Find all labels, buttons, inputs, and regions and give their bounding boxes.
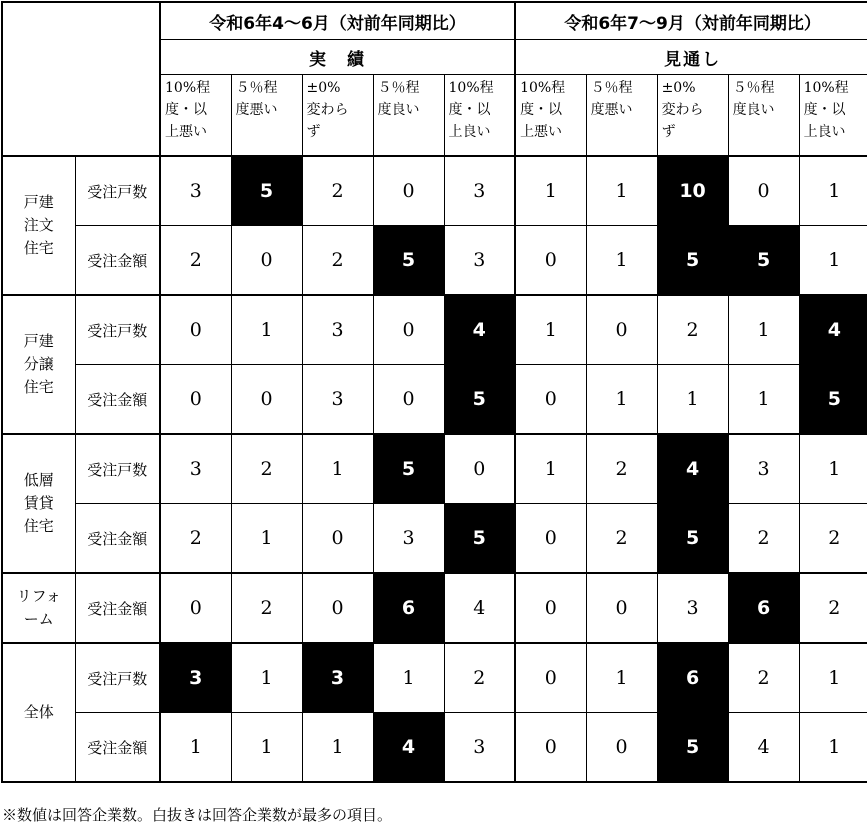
value-cell: 5	[657, 504, 728, 574]
value-cell: 2	[160, 504, 231, 574]
value-cell: 0	[444, 434, 515, 504]
value-cell: 3	[657, 573, 728, 643]
value-cell: 1	[160, 713, 231, 783]
value-cell: 1	[302, 434, 373, 504]
group-label-line: 全体	[23, 703, 54, 721]
value-cell: 3	[444, 713, 515, 783]
value-cell: 0	[515, 226, 586, 296]
table-row	[2, 365, 867, 435]
group-label-line: ーム	[23, 610, 54, 628]
group-label-line: 住宅	[23, 517, 54, 535]
category-header-line: 度・以	[165, 102, 207, 118]
category-header-line: 10%程	[520, 80, 566, 96]
value-cell: 10	[657, 156, 728, 226]
metric-label: 受注戸数	[75, 156, 160, 226]
category-header-line: 度良い	[377, 102, 420, 118]
value-cell: 2	[728, 504, 799, 574]
value-cell: 1	[657, 365, 728, 435]
value-cell: 5	[373, 226, 444, 296]
table-row	[2, 156, 867, 226]
metric-label: 受注金額	[75, 365, 160, 435]
group-label-line: 住宅	[23, 239, 54, 257]
category-header	[728, 75, 799, 157]
group-label	[2, 434, 75, 573]
value-cell: 3	[373, 504, 444, 574]
value-cell: 1	[799, 434, 867, 504]
category-header-line: 度・以	[520, 102, 563, 118]
value-cell: 1	[586, 226, 657, 296]
label-actual: 実 績	[160, 40, 515, 75]
value-cell: 4	[444, 573, 515, 643]
value-cell: 4	[657, 434, 728, 504]
survey-table	[1, 1, 867, 783]
value-cell: 1	[302, 713, 373, 783]
value-cell: 1	[586, 643, 657, 713]
value-cell: 4	[799, 295, 867, 365]
value-cell: 2	[657, 295, 728, 365]
category-header	[444, 75, 515, 157]
value-cell: 0	[373, 365, 444, 435]
category-header-line: ±0%	[661, 80, 696, 96]
category-header-line: ず	[306, 124, 321, 140]
value-cell: 5	[231, 156, 302, 226]
value-cell: 6	[657, 643, 728, 713]
value-cell: 2	[160, 226, 231, 296]
value-cell: 2	[302, 226, 373, 296]
group-label	[2, 156, 75, 295]
category-header-line: 度・以	[448, 102, 491, 118]
value-cell: 5	[799, 365, 867, 435]
value-cell: 1	[728, 295, 799, 365]
category-header-line: 上悪い	[165, 124, 207, 140]
category-header	[657, 75, 728, 157]
value-cell: 1	[231, 504, 302, 574]
value-cell: 0	[231, 226, 302, 296]
value-cell: 0	[586, 713, 657, 783]
category-header-line: 10%程	[803, 80, 849, 96]
group-label-line: 戸建	[23, 193, 54, 211]
value-cell: 0	[515, 713, 586, 783]
value-cell: 1	[231, 295, 302, 365]
group-label-line: 戸建	[23, 332, 54, 350]
category-header-line: 10%程	[165, 80, 211, 96]
value-cell: 1	[799, 156, 867, 226]
value-cell: 1	[799, 643, 867, 713]
value-cell: 2	[728, 643, 799, 713]
metric-label: 受注戸数	[75, 295, 160, 365]
group-label-line: 分譲	[23, 355, 54, 373]
value-cell: 2	[799, 573, 867, 643]
value-cell: 2	[231, 573, 302, 643]
value-cell: 0	[373, 156, 444, 226]
category-header-line: 度悪い	[590, 102, 633, 118]
value-cell: 0	[515, 643, 586, 713]
category-header-line: 上良い	[803, 124, 846, 140]
value-cell: 1	[515, 295, 586, 365]
value-cell: 0	[302, 573, 373, 643]
category-header-line: 上良い	[448, 124, 491, 140]
group-label	[2, 643, 75, 782]
table-row	[2, 573, 867, 643]
value-cell: 0	[586, 573, 657, 643]
value-cell: 3	[160, 434, 231, 504]
group-label	[2, 573, 75, 643]
metric-label: 受注戸数	[75, 434, 160, 504]
value-cell: 5	[444, 504, 515, 574]
table-row	[2, 643, 867, 713]
value-cell: 2	[586, 504, 657, 574]
category-header-line: 変わら	[661, 102, 704, 118]
value-cell: 1	[373, 643, 444, 713]
value-cell: 3	[302, 643, 373, 713]
value-cell: 3	[160, 156, 231, 226]
value-cell: 1	[586, 156, 657, 226]
value-cell: 2	[586, 434, 657, 504]
value-cell: 6	[373, 573, 444, 643]
category-header-line: ±0%	[306, 80, 341, 96]
value-cell: 3	[160, 643, 231, 713]
metric-label: 受注金額	[75, 226, 160, 296]
category-header-line: 度悪い	[235, 102, 278, 118]
metric-label: 受注金額	[75, 713, 160, 783]
category-header-line: 10%程	[448, 80, 494, 96]
value-cell: 0	[302, 504, 373, 574]
value-cell: 0	[373, 295, 444, 365]
value-cell: 2	[231, 434, 302, 504]
value-cell: 0	[231, 365, 302, 435]
metric-label: 受注金額	[75, 504, 160, 574]
value-cell: 3	[444, 156, 515, 226]
category-header	[799, 75, 867, 157]
category-header-line: 度良い	[732, 102, 775, 118]
value-cell: 6	[728, 573, 799, 643]
group-label-line: 注文	[23, 216, 54, 234]
category-header	[586, 75, 657, 157]
value-cell: 3	[444, 226, 515, 296]
value-cell: 4	[728, 713, 799, 783]
category-header-line: ５％程	[235, 80, 278, 96]
category-header-line: 上悪い	[520, 124, 563, 140]
value-cell: 0	[586, 295, 657, 365]
value-cell: 4	[444, 295, 515, 365]
group-label-line: リフォ	[16, 587, 61, 605]
value-cell: 5	[373, 434, 444, 504]
corner-cell	[2, 2, 160, 156]
value-cell: 1	[231, 713, 302, 783]
value-cell: 5	[444, 365, 515, 435]
category-header-line: 度・以	[803, 102, 846, 118]
value-cell: 5	[657, 713, 728, 783]
group-label-line: 住宅	[23, 378, 54, 396]
value-cell: 1	[728, 365, 799, 435]
table-row	[2, 226, 867, 296]
group-label-line: 低層	[23, 471, 54, 489]
metric-label: 受注戸数	[75, 643, 160, 713]
period-forecast: 令和6年7～9月（対前年同期比）	[515, 2, 867, 40]
category-header	[231, 75, 302, 157]
value-cell: 1	[231, 643, 302, 713]
category-header-line: ５％程	[732, 80, 775, 96]
value-cell: 3	[302, 295, 373, 365]
value-cell: 2	[302, 156, 373, 226]
value-cell: 0	[515, 504, 586, 574]
group-label-line: 賃貸	[23, 494, 54, 512]
value-cell: 0	[728, 156, 799, 226]
value-cell: 0	[160, 573, 231, 643]
value-cell: 3	[728, 434, 799, 504]
category-header	[302, 75, 373, 157]
value-cell: 0	[160, 365, 231, 435]
value-cell: 1	[515, 156, 586, 226]
footnote: ※数値は回答企業数。白抜きは回答企業数が最多の項目。	[2, 806, 393, 824]
metric-label: 受注金額	[75, 573, 160, 643]
value-cell: 3	[302, 365, 373, 435]
table-row	[2, 295, 867, 365]
category-header-line: 変わら	[306, 102, 349, 118]
value-cell: 2	[799, 504, 867, 574]
category-header	[160, 75, 231, 157]
value-cell: 5	[657, 226, 728, 296]
table-row	[2, 434, 867, 504]
value-cell: 0	[515, 573, 586, 643]
value-cell: 1	[515, 434, 586, 504]
value-cell: 1	[799, 226, 867, 296]
category-header	[373, 75, 444, 157]
label-forecast: 見通し	[515, 40, 867, 75]
value-cell: 1	[799, 713, 867, 783]
value-cell: 0	[515, 365, 586, 435]
category-header	[515, 75, 586, 157]
category-header-line: ず	[661, 124, 676, 140]
category-header-line: ５％程	[377, 80, 420, 96]
value-cell: 0	[160, 295, 231, 365]
group-label	[2, 295, 75, 434]
value-cell: 1	[586, 365, 657, 435]
value-cell: 4	[373, 713, 444, 783]
value-cell: 2	[444, 643, 515, 713]
table-row	[2, 713, 867, 783]
period-actual: 令和6年4～6月（対前年同期比）	[160, 2, 515, 40]
table-row	[2, 504, 867, 574]
value-cell: 5	[728, 226, 799, 296]
category-header-line: ５％程	[590, 80, 633, 96]
